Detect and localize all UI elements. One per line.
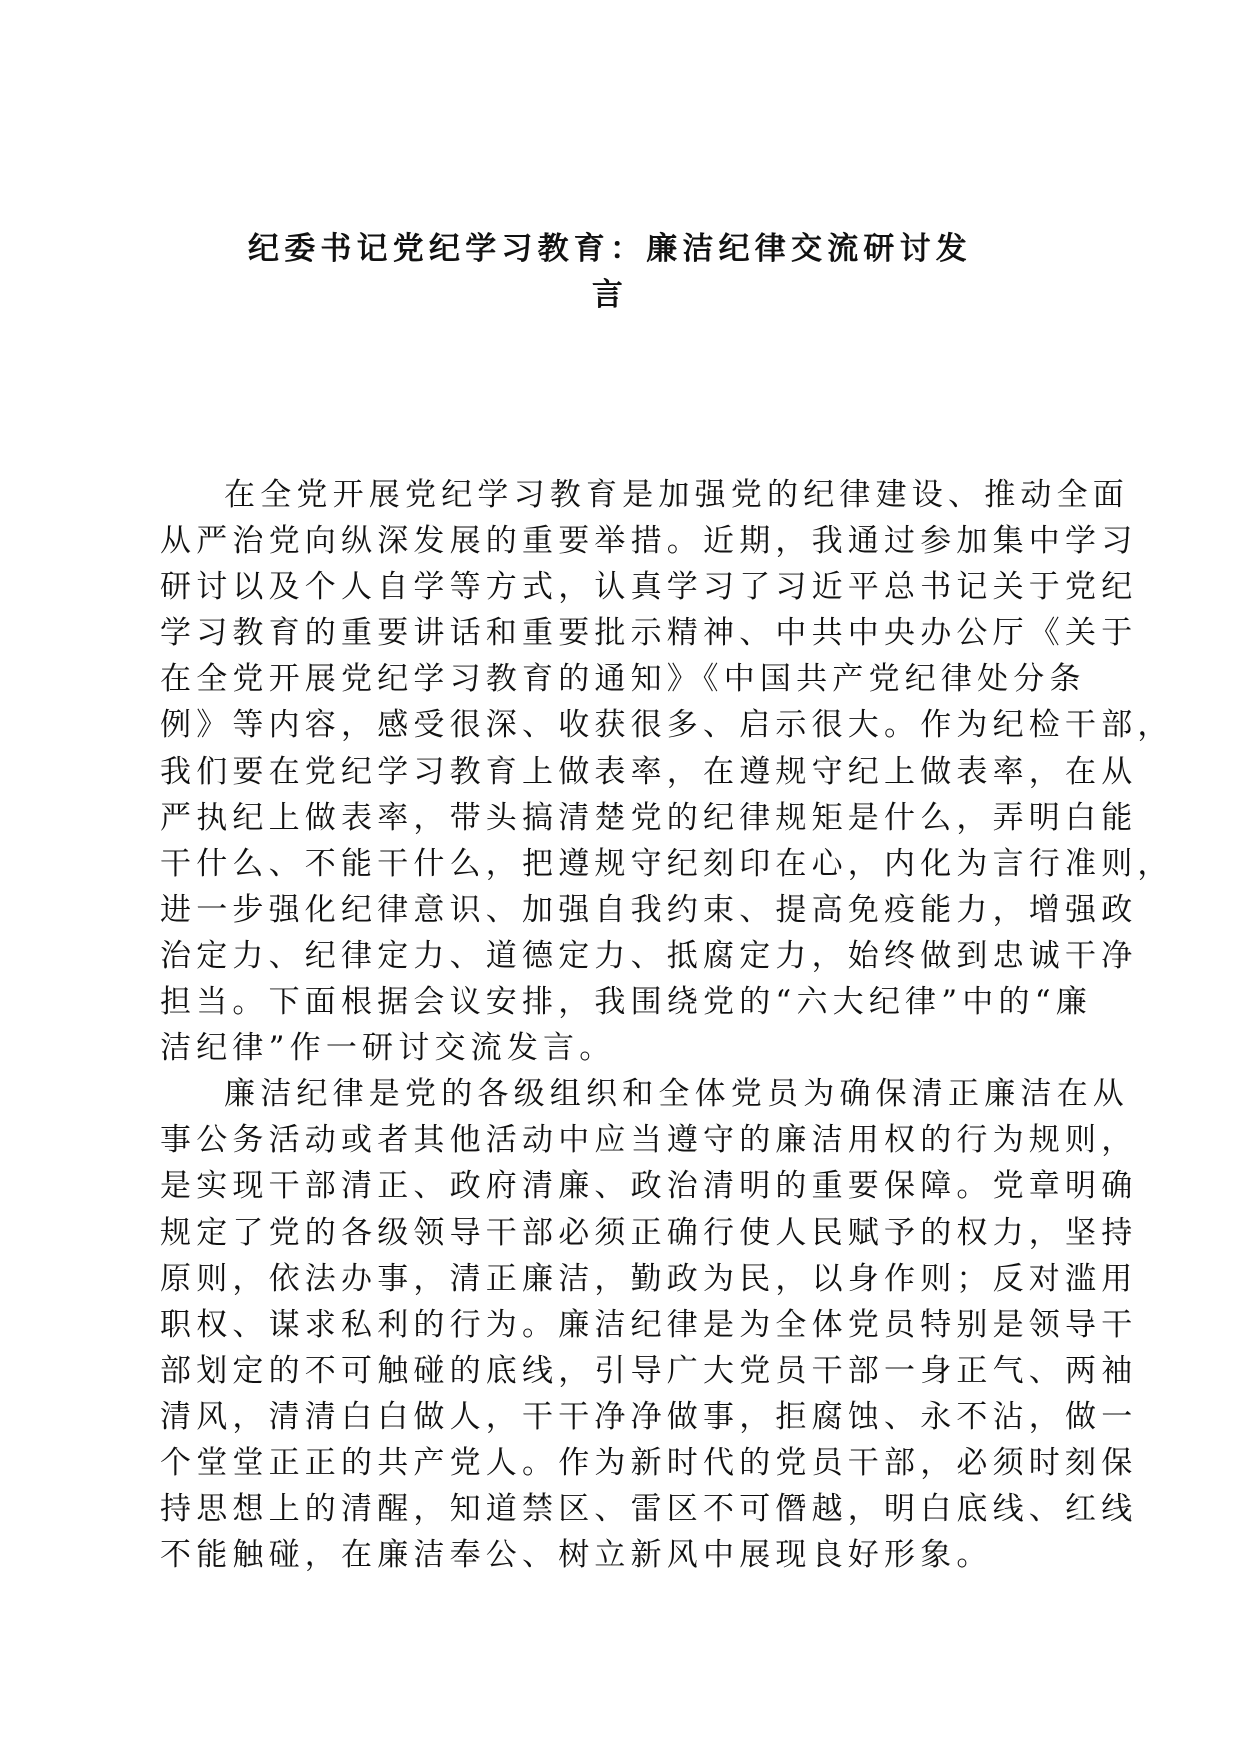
document-body <box>160 472 1174 1578</box>
paragraph-line: 事公务活动或者其他活动中应当遵守的廉洁用权的行为规则， <box>160 1122 1138 1159</box>
paragraph-line: 部划定的不可触碰的底线，引导广大党员干部一身正气、两袖 <box>160 1352 1138 1389</box>
paragraph-line: 规定了党的各级领导干部必须正确行使人民赋予的权力，坚持 <box>160 1214 1138 1251</box>
paragraph-line: 职权、谋求私利的行为。廉洁纪律是为全体党员特别是领导干 <box>160 1306 1138 1343</box>
paragraph-line: 例》等内容，感受很深、收获很多、启示很大。作为纪检干部， <box>160 707 1174 744</box>
paragraph-2 <box>160 1071 1138 1578</box>
paragraph-line: 个堂堂正正的共产党人。作为新时代的党员干部，必须时刻保 <box>160 1444 1138 1481</box>
paragraph-line: 研讨以及个人自学等方式，认真学习了习近平总书记关于党纪 <box>160 569 1138 606</box>
paragraph-line: 持思想上的清醒，知道禁区、雷区不可僭越，明白底线、红线 <box>160 1491 1138 1528</box>
paragraph-line: 不能触碰，在廉洁奉公、树立新风中展现良好形象。 <box>160 1537 993 1574</box>
paragraph-line: 原则，依法办事，清正廉洁，勤政为民，以身作则；反对滥用 <box>160 1260 1138 1297</box>
paragraph-line: 在全党开展党纪学习教育是加强党的纪律建设、推动全面 <box>224 477 1129 513</box>
title-line: 纪委书记党纪学习教育：廉洁纪律交流研讨发 <box>248 231 972 267</box>
paragraph-line: 是实现干部清正、政府清廉、政治清明的重要保障。党章明确 <box>160 1168 1138 1205</box>
paragraph-line: 在全党开展党纪学习教育的通知》《中国共产党纪律处分条 <box>160 661 1086 698</box>
paragraph-line: 进一步强化纪律意识、加强自我约束、提高免疫能力，增强政 <box>160 891 1138 928</box>
paragraph-line: 干什么、不能干什么，把遵规守纪刻印在心，内化为言行准则， <box>160 845 1174 882</box>
paragraph-line: 学习教育的重要讲话和重要批示精神、中共中央办公厅《关于 <box>160 615 1138 652</box>
paragraph-line: 治定力、纪律定力、道德定力、抵腐定力，始终做到忠诚干净 <box>160 937 1138 974</box>
paragraph-1 <box>160 472 1174 1071</box>
paragraph-line: 我们要在党纪学习教育上做表率，在遵规守纪上做表率，在从 <box>160 753 1138 790</box>
paragraph-line: 廉洁纪律是党的各级组织和全体党员为确保清正廉洁在从 <box>224 1076 1129 1113</box>
paragraph-line: 从严治党向纵深发展的重要举措。近期，我通过参加集中学习 <box>160 523 1138 560</box>
title-line: 言 <box>591 277 629 314</box>
paragraph-line: 担当。下面根据会议安排，我围绕党的“六大纪律”中的“廉 <box>160 984 1092 1021</box>
paragraph-line: 严执纪上做表率，带头搞清楚党的纪律规矩是什么，弄明白能 <box>160 799 1138 836</box>
document-title <box>150 226 1070 318</box>
paragraph-line: 洁纪律”作一研讨交流发言。 <box>160 1030 616 1067</box>
paragraph-line: 清风，清清白白做人，干干净净做事，拒腐蚀、永不沾，做一 <box>160 1398 1138 1435</box>
